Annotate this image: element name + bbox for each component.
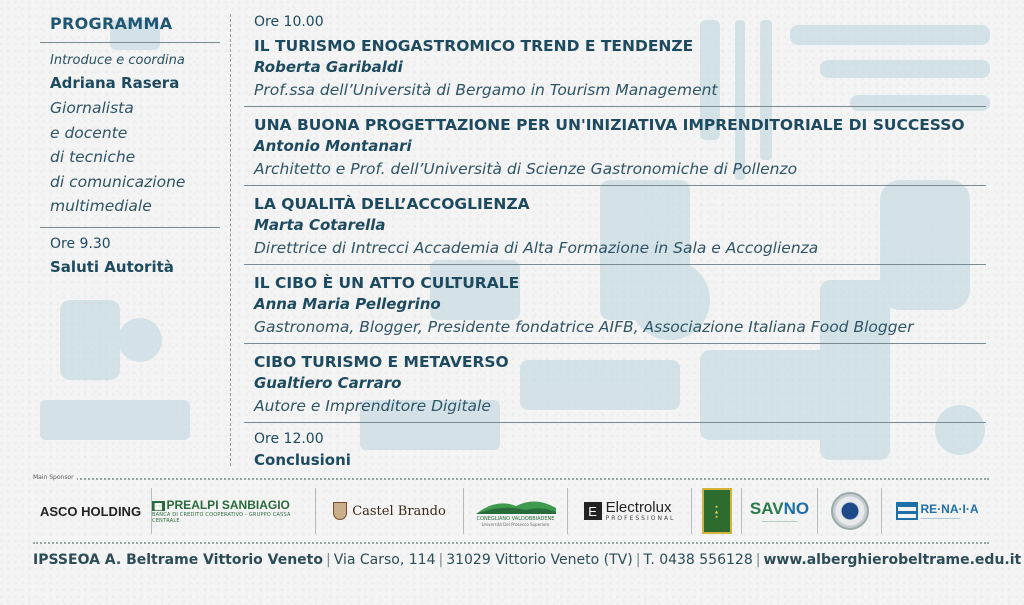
session-item xyxy=(244,352,986,422)
sponsor-renaia xyxy=(882,488,992,534)
column-divider xyxy=(230,14,231,466)
session-item xyxy=(244,115,986,185)
electrolux-logo-text: Electrolux xyxy=(605,498,672,516)
sponsor-asco xyxy=(30,488,152,534)
footer-divider xyxy=(33,542,989,544)
sponsor-seal xyxy=(818,488,882,534)
program-heading: PROGRAMMA xyxy=(50,14,173,33)
opening-title: Saluti Autorità xyxy=(50,257,174,276)
prealpi-subtitle: BANCA DI CREDITO COOPERATIVO - GRUPPO CASSA CENTRALE xyxy=(152,512,291,524)
castel-crest-icon xyxy=(333,502,347,520)
sponsor-electrolux xyxy=(568,488,692,534)
session-description: Architetto e Prof. dell’Università di Scienze Gastronomiche di Pollenzo xyxy=(254,160,798,178)
opening-block xyxy=(40,228,220,276)
sponsor-prealpi xyxy=(152,488,316,534)
divider xyxy=(244,264,986,265)
moderator-role: Giornalista e docente di tecniche di comunicazione multimediale xyxy=(50,99,186,215)
electrolux-subtitle: PROFESSIONAL xyxy=(605,514,676,522)
opening-time: Ore 9.30 xyxy=(50,235,111,252)
seal-icon xyxy=(831,492,869,530)
conegliano-subtitle: Università Del Prosecco Superiore xyxy=(481,521,550,527)
asco-logo-text: ASCO HOLDING xyxy=(39,503,142,519)
start-time: Ore 10.00 xyxy=(254,14,324,30)
closing-time: Ore 12.00 xyxy=(254,431,324,447)
session-speaker: Roberta Garibaldi xyxy=(254,58,403,76)
sponsor-label: Main Sponsor xyxy=(33,474,77,481)
prealpi-logo-text: ▦ PREALPI SANBIAGIO xyxy=(154,498,290,512)
savno-subtitle-line: ――――――――― xyxy=(761,518,798,524)
renaia-subtitle-line: ―――――――――― xyxy=(920,515,961,521)
session-title: IL TURISMO ENOGASTROMICO TREND E TENDENZE xyxy=(254,37,694,55)
sponsor-divider xyxy=(33,478,989,480)
session-title: LA QUALITÀ DELL’ACCOGLIENZA xyxy=(254,195,530,213)
schedule xyxy=(244,14,986,471)
divider xyxy=(244,185,986,186)
moderator-block xyxy=(40,43,220,227)
savno-logo-text: SAVNO xyxy=(749,498,810,518)
session-description: Autore e Imprenditore Digitale xyxy=(254,397,491,415)
session-title: UNA BUONA PROGETTAZIONE PER UN'INIZIATIVA IMPRENDITORIALE DI SUCCESSO xyxy=(254,116,965,134)
program-sidebar xyxy=(40,14,220,276)
session-title: IL CIBO È UN ATTO CULTURALE xyxy=(254,274,520,292)
prealpi-icon: ▦ xyxy=(154,501,163,511)
intro-label: Introduce e coordina xyxy=(50,53,185,68)
moderator-name: Adriana Rasera xyxy=(50,74,180,92)
session-speaker: Anna Maria Pellegrino xyxy=(254,295,441,313)
session-speaker: Gualtiero Carraro xyxy=(254,374,402,392)
castel-logo-text: Castel Brando xyxy=(352,503,446,519)
sponsor-prosecco-badge xyxy=(692,488,742,534)
city: 31029 Vittorio Veneto (TV) xyxy=(446,552,633,568)
session-description: Gastronoma, Blogger, Presidente fondatrice AIFB, Associazione Italiana Food Blogger xyxy=(254,318,914,336)
hills-icon xyxy=(476,496,556,514)
divider xyxy=(244,343,986,344)
electrolux-icon: E xyxy=(584,502,602,520)
sponsor-conegliano xyxy=(464,488,568,534)
session-item xyxy=(244,273,986,343)
sponsor-castel-brando xyxy=(316,488,464,534)
sponsor-logos xyxy=(30,486,992,536)
phone: T. 0438 556128 xyxy=(643,552,753,568)
closing-title: Conclusioni xyxy=(254,451,351,469)
session-description: Direttrice di Intrecci Accademia di Alta Formazione in Sala e Accoglienza xyxy=(254,239,819,257)
address: Via Carso, 114 xyxy=(333,552,436,568)
closing-block xyxy=(244,423,986,471)
sponsor-savno xyxy=(742,488,818,534)
session-title: CIBO TURISMO E METAVERSO xyxy=(254,353,509,371)
session-item xyxy=(244,36,986,106)
footer-contacts: IPSSEOA A. Beltrame Vittorio Veneto | Via Carso, 114 | 31029 Vittorio Veneto (TV) | T. 0438 556128 | www.alberghierobeltrame.edu.it xyxy=(33,552,1022,568)
website-link[interactable]: www.alberghierobeltrame.edu.it xyxy=(763,552,1022,568)
divider xyxy=(244,106,986,107)
session-speaker: Marta Cotarella xyxy=(254,216,386,234)
session-description: Prof.ssa dell’Università di Bergamo in Tourism Management xyxy=(254,81,718,99)
renaia-logo-text: RE·NA·I·A xyxy=(920,501,979,516)
renaia-icon xyxy=(896,502,918,520)
conegliano-logo-text: CONEGLIANO VALDOBBIADENE xyxy=(476,515,555,522)
session-item xyxy=(244,194,986,264)
school-name: IPSSEOA A. Beltrame Vittorio Veneto xyxy=(33,552,323,568)
session-speaker: Antonio Montanari xyxy=(254,137,412,155)
prosecco-badge-icon: ★ ▲ ★ xyxy=(702,488,732,534)
